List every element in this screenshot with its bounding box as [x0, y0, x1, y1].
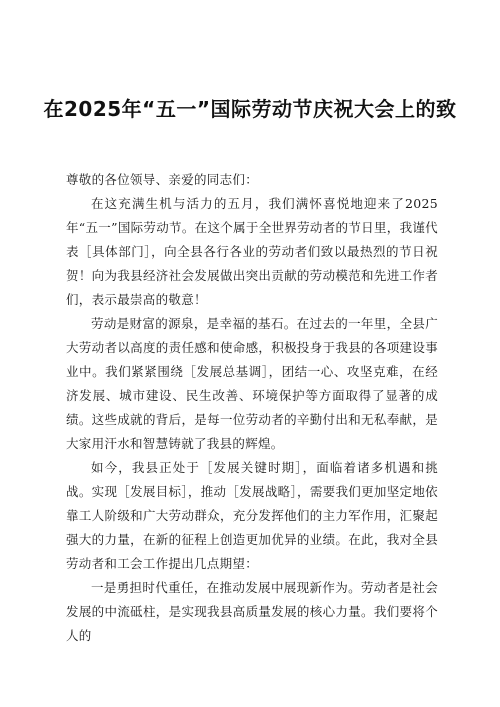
paragraph-1: 在这充满生机与活力的五月，我们满怀喜悦地迎来了2025年“五一”国际劳动节。在这个属于全世界劳动者的节日里，我谨代表［具体部门］，向全县各行各业的劳动者们致以最热烈的节日祝贺！向为我县经济社会发展做出突出贡献的劳动模范和先进工作者们，表示最崇高的敬意！ — [66, 196, 438, 307]
paragraph-4: 一是勇担时代重任，在推动发展中展现新作为。劳动者是社会发展的中流砥柱，是实现我县高质量发展的核心力量。我们要将个人的 — [66, 580, 438, 643]
paragraph-3: 如今，我县正处于［发展关键时期］，面临着诸多机遇和挑战。实现［发展目标］，推动［发展战略］，需要我们更加坚定地依靠工人阶级和广大劳动群众，充分发挥他们的主力军作用，汇聚起强大的力量，在新的征程上创造更加优异的业绩。在此，我对全县劳动者和工会工作提出几点期望： — [66, 460, 438, 571]
salutation: 尊敬的各位领导、亲爱的同志们： — [66, 172, 259, 187]
paragraph-2: 劳动是财富的源泉，是幸福的基石。在过去的一年里，全县广大劳动者以高度的责任感和使命感，积极投身于我县的各项建设事业中。我们紧紧围绕［发展总基调］，团结一心、攻坚克难，在经济发展、城市建设、民生改善、环境保护等方面取得了显著的成绩。这些成就的背后，是每一位劳动者的辛勤付出和无私奉献，是大家用汗水和智慧铸就了我县的辉煌。 — [66, 316, 438, 451]
document-body — [66, 168, 438, 648]
document-title: 在2025年“五一”国际劳动节庆祝大会上的致 — [43, 97, 457, 121]
